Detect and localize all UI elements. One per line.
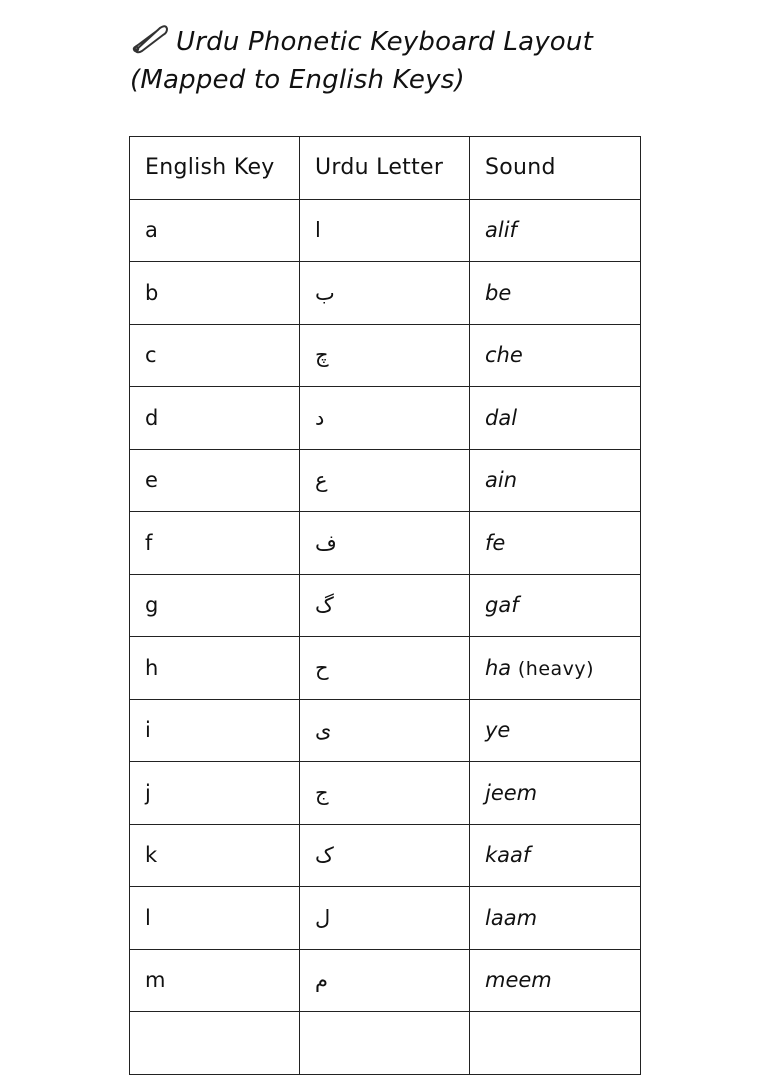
table-row <box>130 387 641 450</box>
sound-name: che <box>485 343 523 368</box>
cell-sound <box>470 887 641 950</box>
sound-name: meem <box>485 968 552 993</box>
cell-english-key: f <box>130 512 300 575</box>
table-header-row <box>130 137 641 200</box>
table-row <box>130 512 641 575</box>
cell-urdu-letter: گ <box>300 574 470 637</box>
cell-urdu-letter: ح <box>300 637 470 700</box>
title-line-2: (Mapped to English Keys) <box>130 65 465 95</box>
sound-name: laam <box>485 905 538 930</box>
table-row <box>130 637 641 700</box>
cell-sound <box>470 824 641 887</box>
cell-sound <box>470 199 641 262</box>
cell-urdu-letter: د <box>300 387 470 450</box>
cell-sound <box>470 262 641 325</box>
header-urdu-letter: Urdu Letter <box>300 137 470 200</box>
sound-note: (heavy) <box>517 657 595 680</box>
cell-urdu-letter: ی <box>300 699 470 762</box>
cell-sound <box>470 1012 641 1075</box>
cell-urdu-letter: ل <box>300 887 470 950</box>
cell-urdu-letter <box>300 1012 470 1075</box>
cell-sound <box>470 449 641 512</box>
page-title <box>130 22 750 99</box>
cell-sound <box>470 762 641 825</box>
sound-name: gaf <box>485 593 519 618</box>
cell-urdu-letter: ک <box>300 824 470 887</box>
table-row <box>130 574 641 637</box>
cell-english-key: e <box>130 449 300 512</box>
cell-english-key: c <box>130 324 300 387</box>
header-english-key: English Key <box>130 137 300 200</box>
cell-urdu-letter: ف <box>300 512 470 575</box>
sound-name: fe <box>485 530 506 555</box>
table-row <box>130 262 641 325</box>
cell-english-key: d <box>130 387 300 450</box>
sound-name: jeem <box>485 780 538 805</box>
cell-sound <box>470 699 641 762</box>
header-sound: Sound <box>470 137 641 200</box>
sound-name: ye <box>485 718 511 743</box>
table-row <box>130 449 641 512</box>
safety-pin-icon <box>130 22 170 54</box>
sound-name: dal <box>485 405 518 430</box>
keyboard-mapping-table <box>129 136 641 1075</box>
sound-name: ain <box>485 468 518 493</box>
sound-name: kaaf <box>485 843 531 868</box>
cell-sound <box>470 387 641 450</box>
cell-sound <box>470 574 641 637</box>
cell-sound <box>470 637 641 700</box>
cell-english-key <box>130 1012 300 1075</box>
cell-english-key: i <box>130 699 300 762</box>
table-row <box>130 762 641 825</box>
table-row <box>130 887 641 950</box>
table-row <box>130 324 641 387</box>
cell-sound <box>470 324 641 387</box>
cell-english-key: h <box>130 637 300 700</box>
cell-english-key: b <box>130 262 300 325</box>
cell-sound <box>470 512 641 575</box>
cell-urdu-letter: ا <box>300 199 470 262</box>
table-row <box>130 824 641 887</box>
cell-urdu-letter: چ <box>300 324 470 387</box>
title-text-1: Urdu Phonetic Keyboard Layout <box>176 27 593 57</box>
cell-english-key: j <box>130 762 300 825</box>
table-row <box>130 1012 641 1075</box>
cell-urdu-letter: م <box>300 949 470 1012</box>
cell-urdu-letter: ب <box>300 262 470 325</box>
cell-urdu-letter: ج <box>300 762 470 825</box>
cell-english-key: m <box>130 949 300 1012</box>
title-line-1 <box>130 22 750 61</box>
cell-english-key: g <box>130 574 300 637</box>
table-row <box>130 699 641 762</box>
table-row <box>130 199 641 262</box>
table-body <box>130 199 641 1074</box>
sound-name: alif <box>485 218 517 243</box>
sound-name: ha <box>485 655 512 680</box>
cell-sound <box>470 949 641 1012</box>
table-row <box>130 949 641 1012</box>
cell-english-key: l <box>130 887 300 950</box>
cell-english-key: k <box>130 824 300 887</box>
cell-english-key: a <box>130 199 300 262</box>
cell-urdu-letter: ع <box>300 449 470 512</box>
sound-name: be <box>485 280 512 305</box>
